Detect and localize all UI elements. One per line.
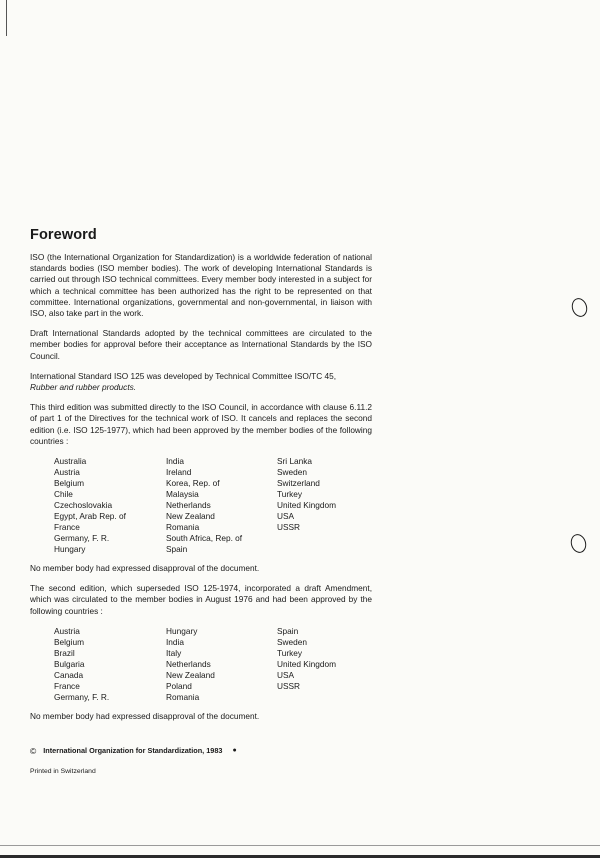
country-name: Austria [54, 467, 80, 478]
country-name: Australia [54, 456, 87, 467]
country-name: Hungary [166, 625, 198, 636]
country-column [166, 456, 277, 555]
country-name: USA [277, 669, 295, 680]
copyright-symbol: © [30, 746, 37, 757]
country-name: Poland [166, 680, 192, 691]
second-edition-paragraph: The second edition, which superseded ISO 125-1974, incorporated a draft Amendment, which was circulated to the member bodies in August 1976 and had been approved by the following countries : [30, 583, 372, 616]
country-name: Belgium [54, 478, 84, 489]
country-name: Germany, F. R. [54, 533, 110, 544]
country-name: Spain [166, 544, 188, 555]
third-edition-paragraph: This third edition was submitted directly to the ISO Council, in accordance with clause 6.11.2 of part 1 of the Directives for the technical work of ISO. It cancels and replaces the second edition (i.e. ISO 125-1977), which had been approved by the member bodies of the following countries : [30, 402, 372, 446]
foreword-heading: Foreword [30, 227, 97, 243]
country-name: Netherlands [166, 658, 211, 669]
country-name: Sweden [277, 636, 307, 647]
second-edition-countries [30, 626, 372, 703]
foreword-section [30, 226, 372, 777]
country-name: Germany, F. R. [54, 691, 110, 702]
country-name: USSR [277, 522, 301, 533]
country-name: France [54, 522, 80, 533]
draft-paragraph: Draft International Standards adopted by the technical committees are circulated to the member bodies for approval before their acceptance as International Standards by the ISO Council. [30, 328, 372, 361]
intro-paragraph: ISO (the International Organization for Standardization) is a worldwide federation of national standards bodies (ISO member bodies). The work of developing International Standards is carried out through ISO technical committees. Every member body interested in a subject for which a technical committee has been authorized has the right to be represented on that committee. International organizations, governmental and non-governmental, in liaison with ISO, also take part in the work. [30, 252, 372, 319]
country-name: Italy [166, 647, 182, 658]
country-name: India [166, 456, 184, 467]
no-disapproval-note-1: No member body had expressed disapproval of the document. [30, 563, 260, 574]
binder-hole-top [569, 296, 589, 319]
country-name: Spain [277, 625, 299, 636]
no-disapproval-note-2: No member body had expressed disapproval of the document. [30, 710, 260, 721]
country-name: United Kingdom [277, 658, 337, 669]
country-name: India [166, 636, 184, 647]
copyright-text: International Organization for Standardization, 1983 [43, 746, 223, 756]
binder-hole-bottom [568, 532, 588, 555]
country-name: Hungary [54, 544, 86, 555]
country-name: Belgium [54, 636, 84, 647]
country-name: Turkey [277, 647, 303, 658]
country-name: South Africa, Rep. of [166, 533, 243, 544]
country-column [277, 456, 377, 555]
country-name: Brazil [54, 647, 75, 658]
copyright-line [30, 746, 372, 756]
country-name: France [54, 680, 80, 691]
printed-in: Printed in Switzerland [30, 768, 96, 776]
country-column [166, 626, 277, 703]
country-name: Romania [166, 522, 200, 533]
bullet-mark: ● [232, 747, 237, 755]
country-name: New Zealand [166, 669, 215, 680]
country-column [54, 456, 166, 555]
country-column [54, 626, 166, 703]
country-name: Egypt, Arab Rep. of [54, 511, 126, 522]
country-name: Romania [166, 691, 200, 702]
country-name: Bulgaria [54, 658, 85, 669]
country-name: USA [277, 511, 295, 522]
country-name: New Zealand [166, 511, 215, 522]
development-paragraph [30, 371, 372, 393]
country-name: Chile [54, 489, 73, 500]
country-name: Czechoslovakia [54, 500, 113, 511]
country-name: Switzerland [277, 478, 320, 489]
third-edition-countries [30, 456, 372, 555]
country-name: Sweden [277, 467, 307, 478]
country-name: Austria [54, 625, 80, 636]
page-bottom-line [0, 845, 600, 846]
country-name: Korea, Rep. of [166, 478, 220, 489]
country-name: United Kingdom [277, 500, 337, 511]
country-name: Netherlands [166, 500, 211, 511]
country-name: Sri Lanka [277, 456, 313, 467]
country-name: Malaysia [166, 489, 199, 500]
country-name: Canada [54, 669, 84, 680]
committee-title: Rubber and rubber products. [30, 382, 137, 393]
left-margin-rule [6, 0, 7, 36]
country-name: Ireland [166, 467, 192, 478]
development-text: International Standard ISO 125 was developed by Technical Committee ISO/TC 45, [30, 370, 337, 381]
country-name: USSR [277, 680, 301, 691]
country-column [277, 626, 377, 703]
country-name: Turkey [277, 489, 303, 500]
